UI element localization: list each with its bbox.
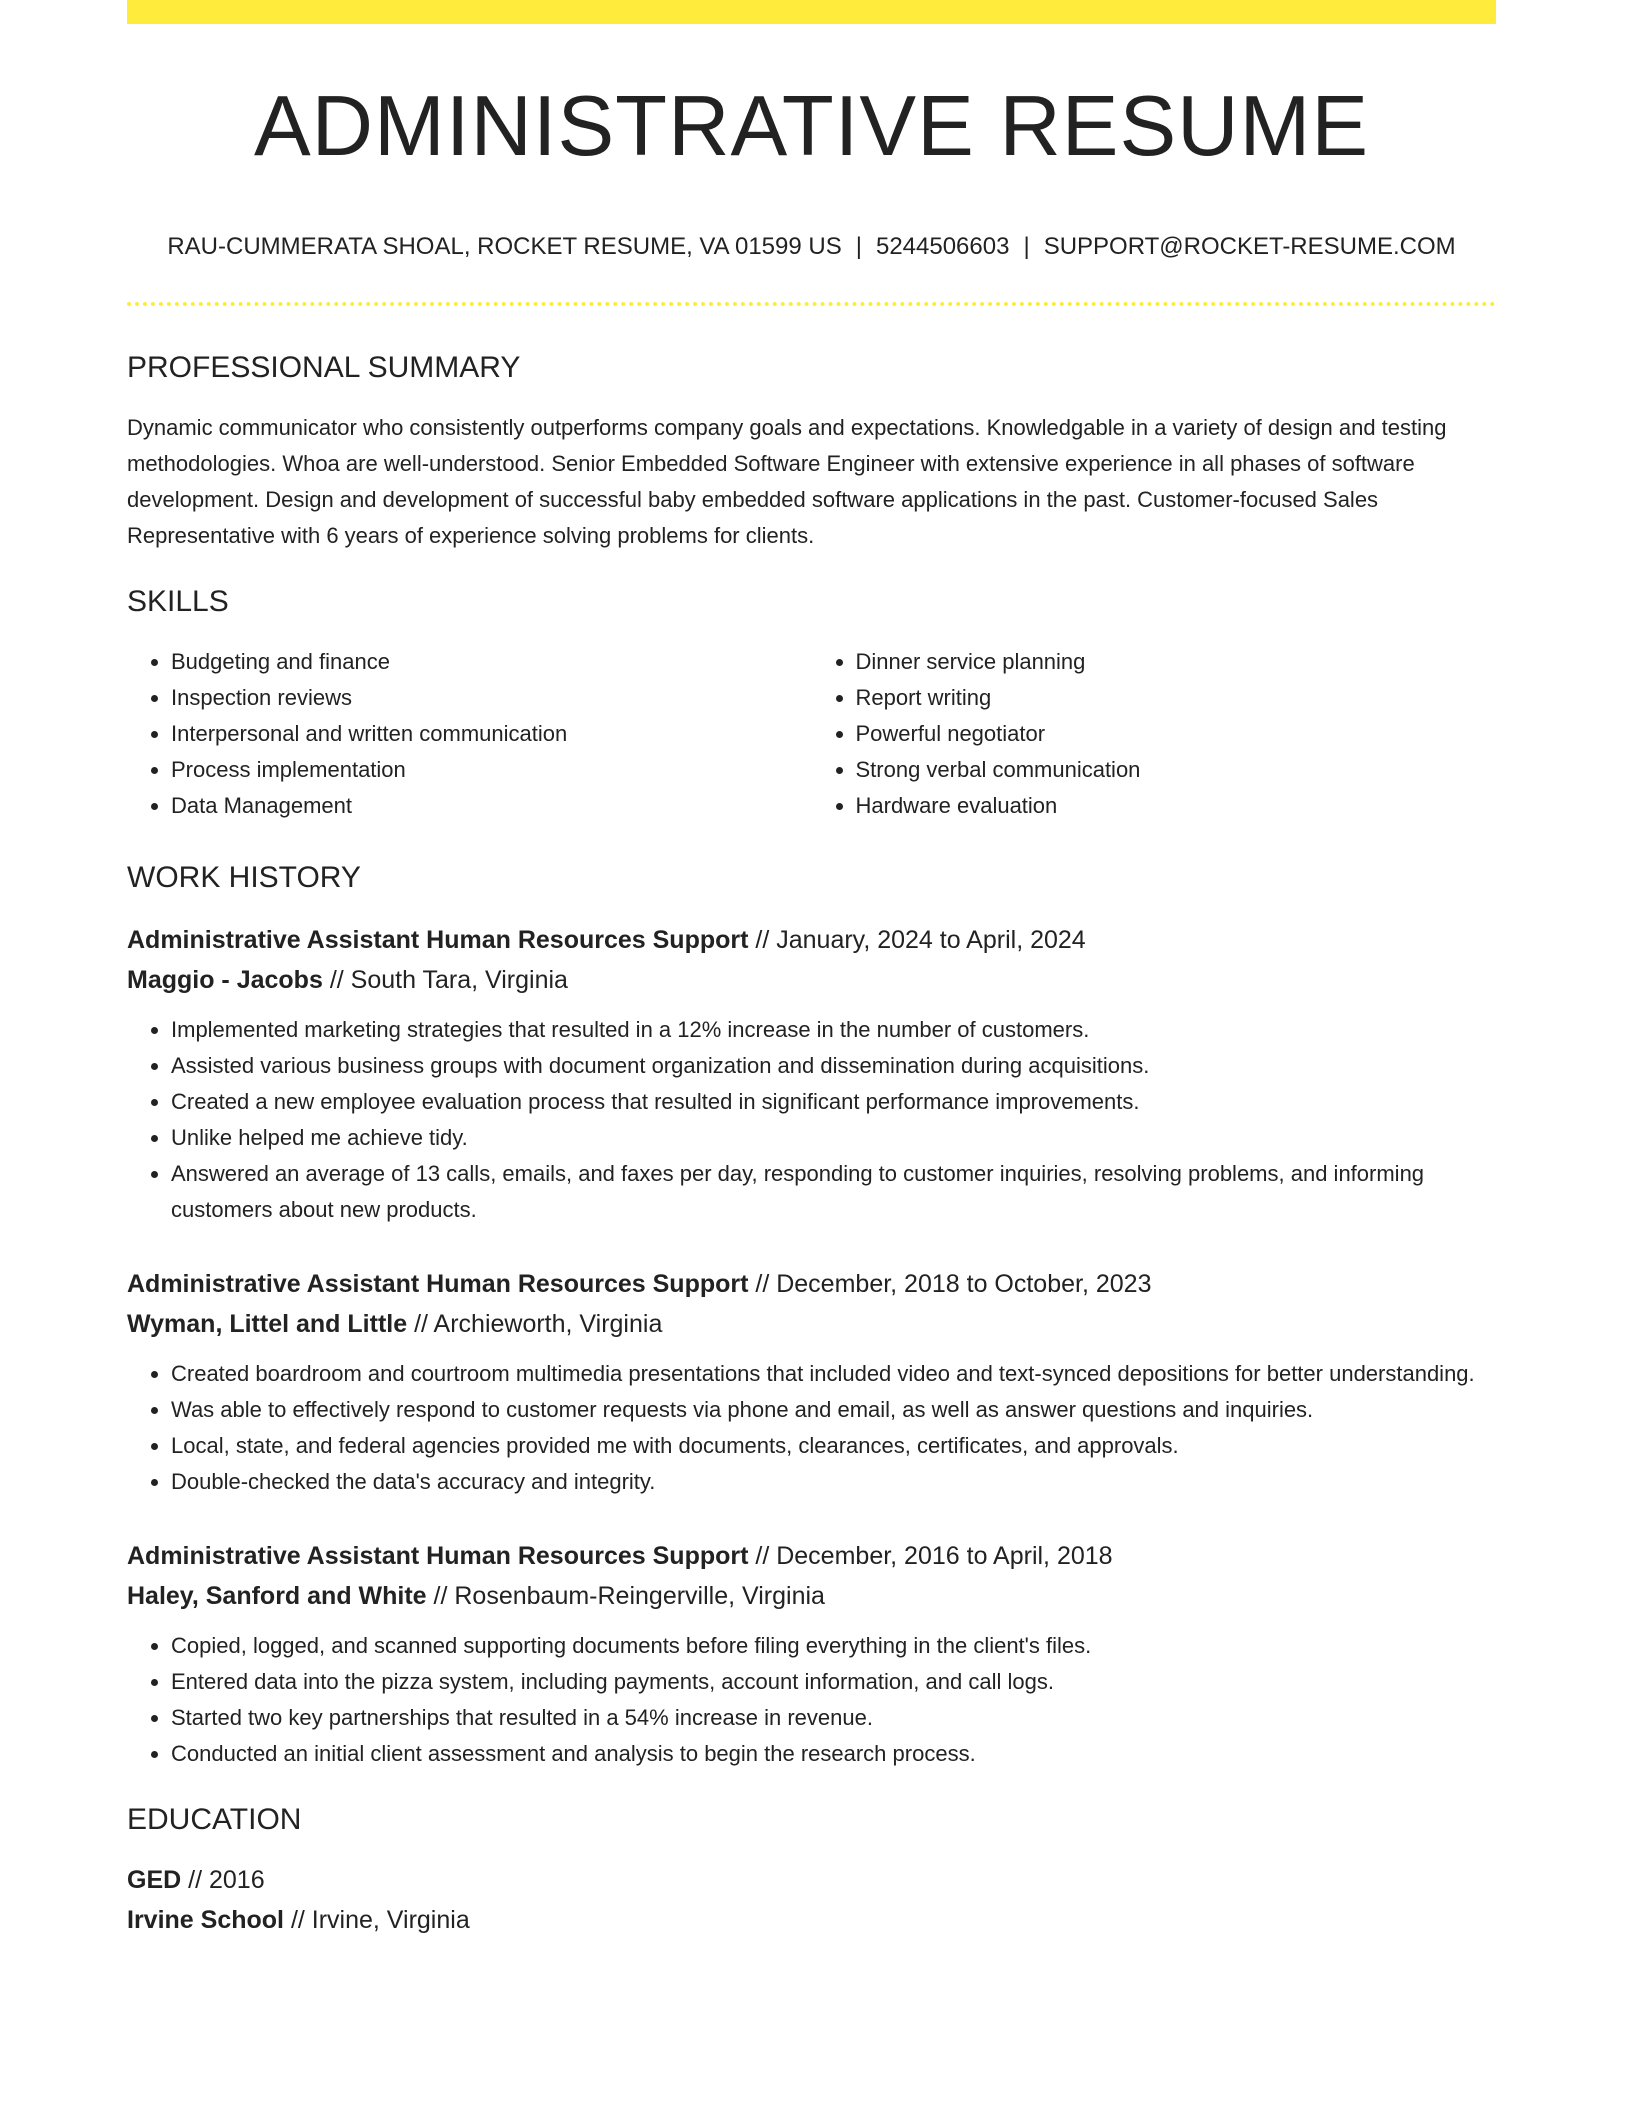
job-entry <box>127 920 1496 1228</box>
job-bullets <box>127 1356 1496 1500</box>
contact-phone: 5244506603 <box>875 233 1010 260</box>
skills-list-left <box>127 644 812 824</box>
job-bullet: • Conducted an initial client assessment and analysis to begin the research process. <box>171 1736 1496 1772</box>
job-entry <box>127 1536 1496 1772</box>
skill-item: • Budgeting and finance <box>171 644 812 680</box>
skills-list-right <box>812 644 1497 824</box>
skill-item: • Dinner service planning <box>856 644 1497 680</box>
skill-item: • Interpersonal and written communication <box>171 716 812 752</box>
skill-item: • Hardware evaluation <box>856 788 1497 824</box>
job-location: // South Tara, Virginia <box>329 965 568 994</box>
accent-bar <box>127 0 1496 24</box>
job-dates: // December, 2016 to April, 2018 <box>755 1541 1113 1570</box>
resume-page <box>127 0 1496 1940</box>
skill-item: • Data Management <box>171 788 812 824</box>
education-year: // 2016 <box>188 1865 265 1894</box>
job-bullet: • Double-checked the data's accuracy and integrity. <box>171 1464 1496 1500</box>
education-school-line <box>127 1900 1496 1940</box>
skill-item: • Strong verbal communication <box>856 752 1497 788</box>
header-divider <box>127 302 1496 306</box>
job-role-line <box>127 920 1496 960</box>
contact-address: RAU-CUMMERATA SHOAL, ROCKET RESUME, VA 01599 US <box>167 233 842 260</box>
skill-item: • Process implementation <box>171 752 812 788</box>
job-bullet: • Created a new employee evaluation process that resulted in significant performance improvements. <box>171 1084 1496 1120</box>
job-company: Haley, Sanford and White <box>127 1581 427 1610</box>
section-title-education: EDUCATION <box>127 1802 302 1836</box>
contact-line <box>127 233 1496 262</box>
job-company-line <box>127 1576 1496 1616</box>
job-role: Administrative Assistant Human Resources Support <box>127 1269 749 1298</box>
job-company: Maggio - Jacobs <box>127 965 323 994</box>
job-bullet: • Assisted various business groups with document organization and dissemination during acquisitions. <box>171 1048 1496 1084</box>
education-degree: GED <box>127 1865 182 1894</box>
job-entry <box>127 1264 1496 1500</box>
job-role-line <box>127 1536 1496 1576</box>
job-bullet: • Created boardroom and courtroom multimedia presentations that included video and text-synced depositions for better understanding. <box>171 1356 1496 1392</box>
section-title-summary: PROFESSIONAL SUMMARY <box>127 350 521 384</box>
job-bullet: • Answered an average of 13 calls, emails, and faxes per day, responding to customer inquiries, resolving problems, and informing customers about new products. <box>171 1156 1496 1228</box>
job-bullet: • Copied, logged, and scanned supporting documents before filing everything in the client's files. <box>171 1628 1496 1664</box>
education-degree-line <box>127 1860 1496 1900</box>
contact-separator: | <box>1023 233 1030 260</box>
education-entry <box>127 1860 1496 1940</box>
section-title-work-history: WORK HISTORY <box>127 860 361 894</box>
skill-item: • Inspection reviews <box>171 680 812 716</box>
job-dates: // January, 2024 to April, 2024 <box>755 925 1086 954</box>
contact-email: SUPPORT@ROCKET-RESUME.COM <box>1043 233 1456 260</box>
job-bullets <box>127 1628 1496 1772</box>
resume-title: ADMINISTRATIVE RESUME <box>253 79 1370 174</box>
job-role: Administrative Assistant Human Resources Support <box>127 1541 749 1570</box>
education-school: Irvine School <box>127 1905 284 1934</box>
summary-text: Dynamic communicator who consistently outperforms company goals and expectations. Knowledgable in a variety of design and testing methodologies. Whoa are well-understood. Senior Embedded Software Engineer with extensive experience in all phases of software development. Design and development of successful baby embedded software applications in the past. Customer-focused Sales Representative with 6 years of experience solving problems for clients. <box>127 414 1447 548</box>
skill-item: • Report writing <box>856 680 1497 716</box>
job-bullet: • Local, state, and federal agencies provided me with documents, clearances, certificates, and approvals. <box>171 1428 1496 1464</box>
job-location: // Archieworth, Virginia <box>414 1309 663 1338</box>
contact-separator: | <box>855 233 862 260</box>
job-bullet: • Implemented marketing strategies that resulted in a 12% increase in the number of customers. <box>171 1012 1496 1048</box>
job-role: Administrative Assistant Human Resources Support <box>127 925 749 954</box>
skill-item: • Powerful negotiator <box>856 716 1497 752</box>
job-bullet: • Started two key partnerships that resulted in a 54% increase in revenue. <box>171 1700 1496 1736</box>
job-role-line <box>127 1264 1496 1304</box>
job-company: Wyman, Littel and Little <box>127 1309 408 1338</box>
job-company-line <box>127 960 1496 1000</box>
job-bullet: • Was able to effectively respond to customer requests via phone and email, as well as answer questions and inquiries. <box>171 1392 1496 1428</box>
job-bullets <box>127 1012 1496 1228</box>
skills-grid <box>127 644 1496 824</box>
education-location: // Irvine, Virginia <box>290 1905 470 1934</box>
job-location: // Rosenbaum-Reingerville, Virginia <box>433 1581 825 1610</box>
job-bullet: • Entered data into the pizza system, including payments, account information, and call logs. <box>171 1664 1496 1700</box>
job-bullet: • Unlike helped me achieve tidy. <box>171 1120 1496 1156</box>
section-title-skills: SKILLS <box>127 584 229 618</box>
job-dates: // December, 2018 to October, 2023 <box>755 1269 1152 1298</box>
job-company-line <box>127 1304 1496 1344</box>
